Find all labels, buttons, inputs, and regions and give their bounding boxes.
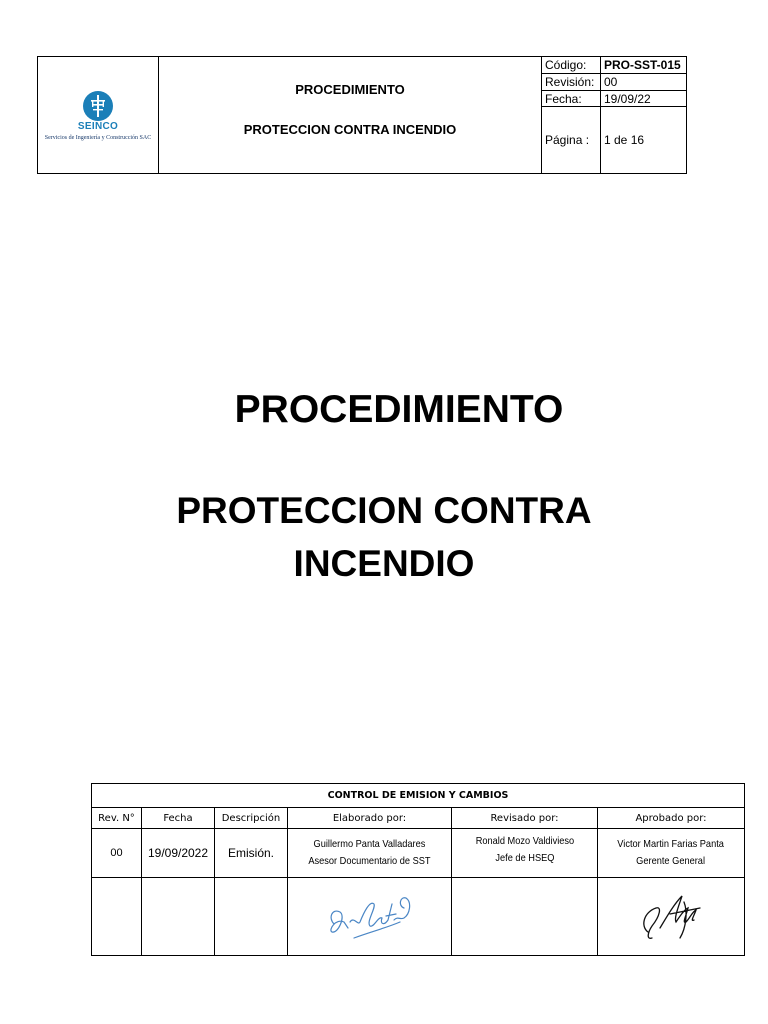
revisado-role: Jefe de HSEQ — [494, 852, 555, 864]
fecha-value: 19/09/22 — [601, 91, 687, 107]
empty-cell — [215, 878, 288, 956]
descripcion-cell: Emisión. — [215, 829, 288, 878]
header-title: PROCEDIMIENTO — [295, 82, 405, 97]
fecha-cell: 19/09/2022 — [142, 829, 215, 878]
col-header-descripcion: Descripción — [215, 808, 288, 829]
logo-tagline: Servicios de Ingeniería y Construcción SAC — [44, 135, 152, 141]
pagina-value: 1 de 16 — [601, 107, 687, 174]
header-title-cell — [159, 57, 542, 174]
seinco-emblem-icon — [81, 89, 115, 123]
aprobado-signature-cell — [598, 878, 745, 956]
rev-value: 00 — [92, 829, 142, 878]
logo-cell — [38, 57, 159, 174]
revisado-cell — [452, 829, 598, 878]
pagina-label: Página : — [542, 107, 601, 174]
col-header-aprobado: Aprobado por: — [598, 808, 745, 829]
control-table-caption: CONTROL DE EMISION Y CAMBIOS — [92, 784, 745, 808]
col-header-fecha: Fecha — [142, 808, 215, 829]
elaborado-signature-cell — [288, 878, 452, 956]
signature-row — [92, 878, 745, 956]
cover-subtitle-line1: PROTECCION CONTRA — [176, 490, 592, 531]
empty-cell — [142, 878, 215, 956]
elaborado-name: Guillermo Panta Valladares — [313, 838, 426, 850]
cover-title: PROCEDIMIENTO — [234, 388, 564, 431]
revision-label: Revisión: — [542, 74, 601, 91]
aprobado-name: Victor Martin Farias Panta — [617, 838, 725, 850]
codigo-label: Código: — [542, 57, 601, 74]
col-header-rev: Rev. N° — [92, 808, 142, 829]
elaborado-cell — [288, 829, 452, 878]
header-subtitle: PROTECCION CONTRA INCENDIO — [243, 122, 457, 137]
revisado-name: Ronald Mozo Valdivieso — [475, 835, 574, 847]
codigo-value: PRO-SST-015 — [601, 57, 687, 74]
col-header-revisado: Revisado por: — [452, 808, 598, 829]
col-header-elaborado: Elaborado por: — [288, 808, 452, 829]
aprobado-signature — [626, 882, 716, 952]
company-logo — [38, 89, 158, 141]
control-table — [91, 783, 745, 956]
aprobado-role: Gerente General — [636, 855, 706, 867]
cover-subtitle — [0, 484, 768, 590]
document-header — [37, 56, 687, 174]
fecha-label: Fecha: — [542, 91, 601, 107]
empty-cell — [92, 878, 142, 956]
table-row — [92, 829, 745, 878]
elaborado-role: Asesor Documentario de SST — [308, 855, 431, 867]
revisado-signature-cell — [452, 878, 598, 956]
revision-value: 00 — [601, 74, 687, 91]
logo-name: SEINCO — [77, 121, 119, 132]
elaborado-signature — [320, 882, 420, 952]
aprobado-cell — [598, 829, 745, 878]
cover-subtitle-line2: INCENDIO — [293, 543, 475, 584]
